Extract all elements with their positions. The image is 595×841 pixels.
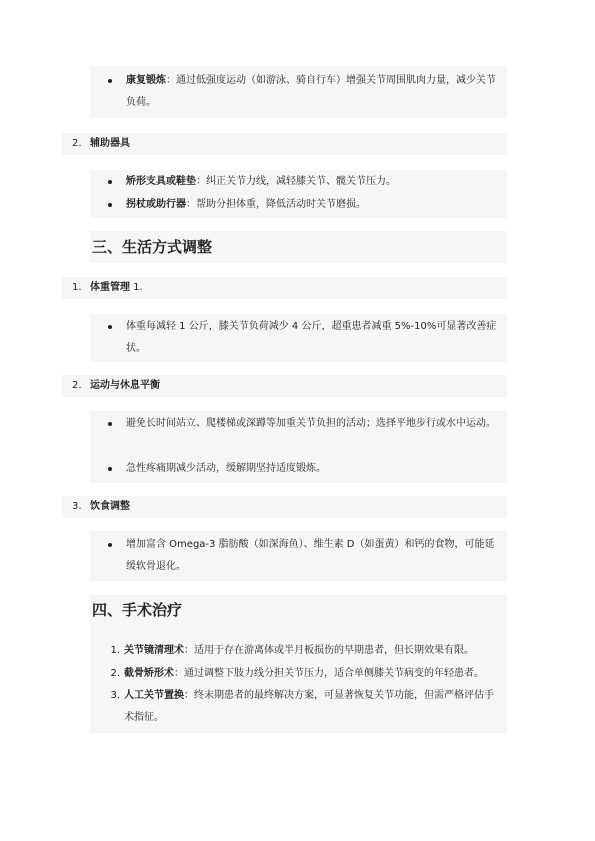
aux-title-block <box>62 133 507 155</box>
diet-title-block: 3. 饮食调整 <box>62 496 507 518</box>
list-item: 3. 人工关节置换：终末期患者的最终解决方案，可显著恢复关节功能，但需严格评估手术指征。 <box>110 690 494 723</box>
list-item: 避免长时间站立、爬楼梯或深蹲等加重关节负担的活动；选择平地步行或水中运动。 <box>126 418 496 429</box>
list-item: 矫形支具或鞋垫：纠正关节力线，减轻膝关节、髋关节压力。 <box>126 176 396 187</box>
section-title: 辅助器具 <box>90 138 130 149</box>
section-number: 2. <box>72 138 82 149</box>
weight-title-block: 1. 体重管理 1. <box>62 277 507 299</box>
section-heading: 四、手术治疗 <box>92 601 183 619</box>
list-item: 康复锻炼：通过低强度运动（如游泳、骑自行车）增强关节周围肌肉力量，减少关节负荷。 <box>126 75 496 108</box>
diet-list-block <box>90 531 507 581</box>
rehab-block <box>90 66 507 118</box>
list-item: 拐杖或助行器：帮助分担体重，降低活动时关节磨损。 <box>126 199 366 210</box>
section-title: 运动与休息平衡 <box>90 380 160 391</box>
list-item: 1. 关节镜清理术：适用于存在游离体或半月板损伤的早期患者，但长期效果有限。 <box>110 645 474 656</box>
item-label: 康复锻炼 <box>126 75 166 86</box>
section-title: 饮食调整 <box>90 501 130 512</box>
section-title: 体重管理 <box>90 282 130 293</box>
list-item: 体重每减轻 1 公斤，膝关节负荷减少 4 公斤，超重患者减重 5%-10%可显著改善症状。 <box>126 321 497 354</box>
aux-list-block <box>90 170 507 218</box>
section-heading: 三、生活方式调整 <box>92 238 213 256</box>
exercise-list-block <box>90 411 507 483</box>
exercise-title-block: 2. 运动与休息平衡 <box>62 375 507 397</box>
item-text: 通过低强度运动（如游泳、骑自行车）增强关节周围肌肉力量，减少关节负荷。 <box>126 75 496 108</box>
list-item: 增加富含 Omega-3 脂肪酸（如深海鱼）、维生素 D（如蛋黄）和钙的食物，可能延缓软骨退化。 <box>126 539 495 572</box>
list-item: 2. 截骨矫形术：通过调整下肢力线分担关节压力，适合单侧膝关节病变的年轻患者。 <box>110 668 484 679</box>
section-4-block <box>90 595 507 733</box>
weight-list-block <box>90 314 507 362</box>
list-item: 急性疼痛期减少活动，缓解期坚持适度锻炼。 <box>126 463 326 474</box>
section-3-heading-block <box>90 231 507 263</box>
